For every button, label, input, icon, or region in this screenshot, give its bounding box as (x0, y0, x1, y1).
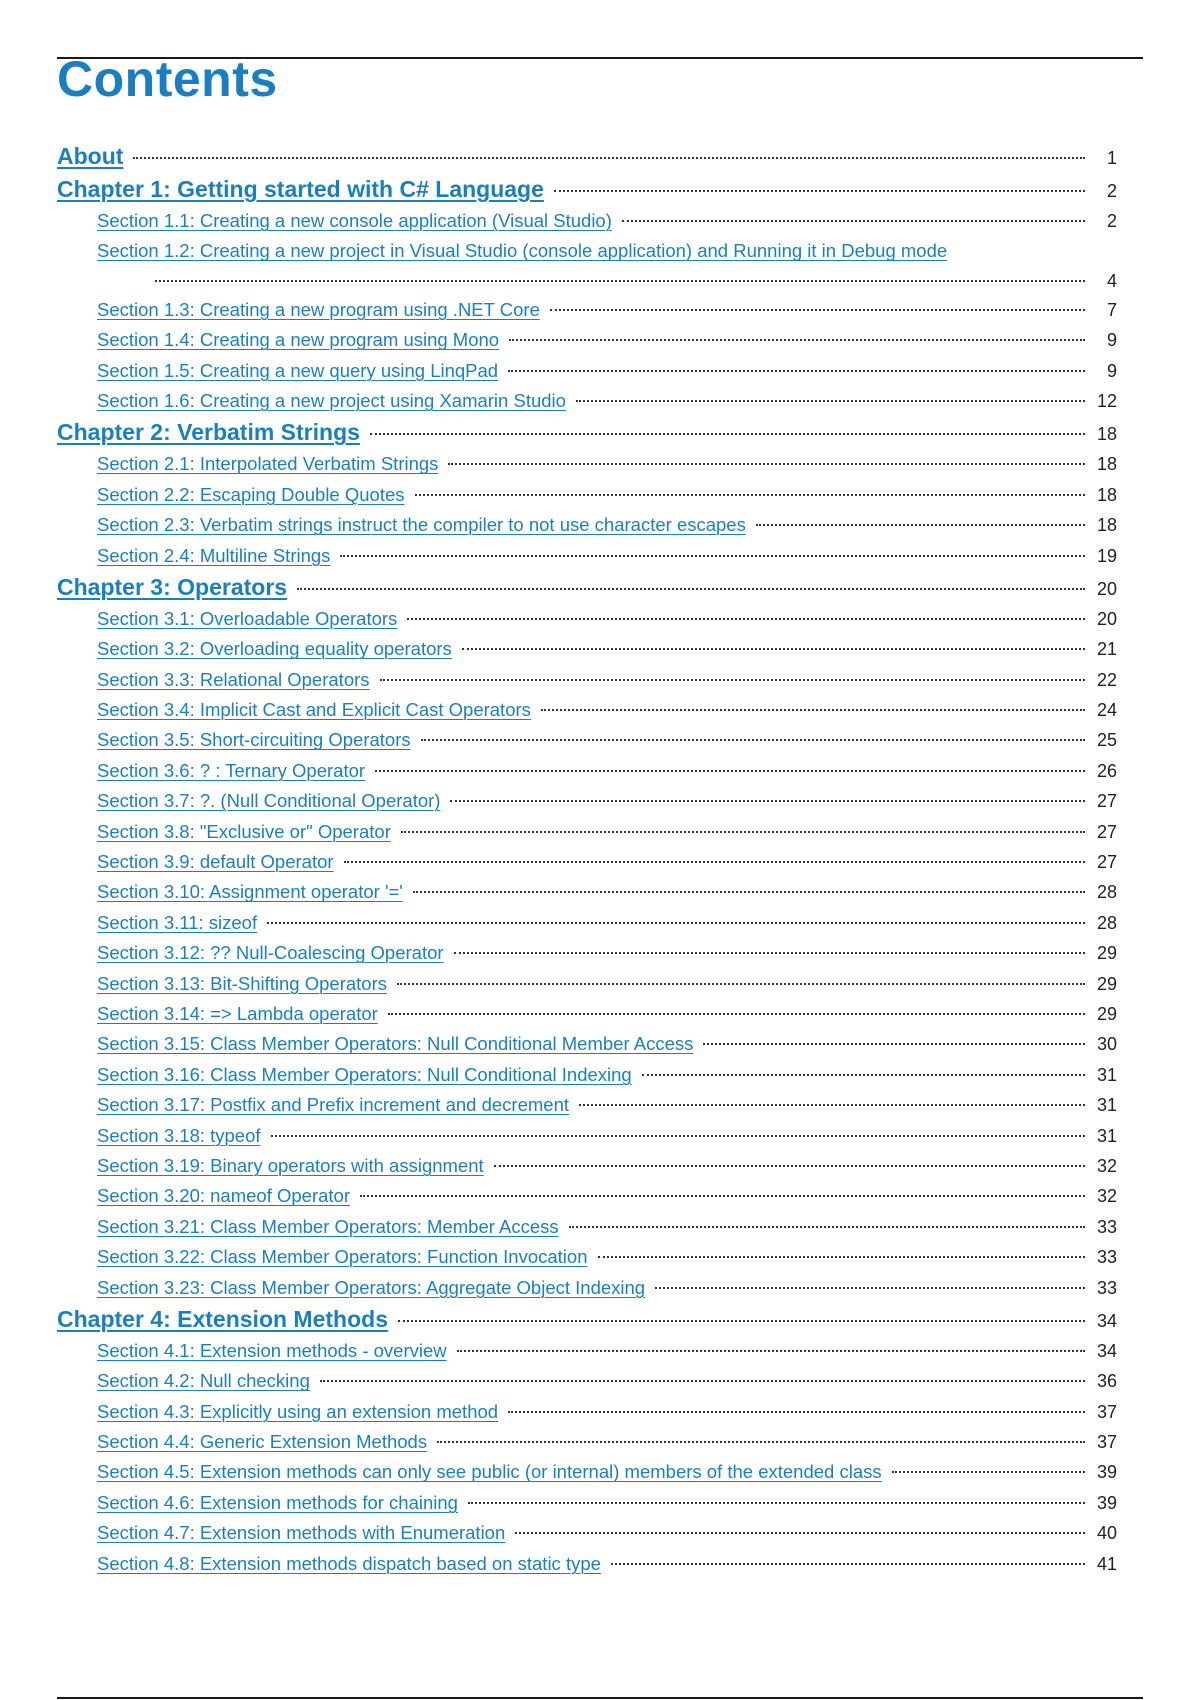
toc-entry-section[interactable] (57, 236, 1117, 294)
toc-entry-section[interactable] (57, 1151, 1117, 1181)
toc-entry-link[interactable]: Section 3.6: ? : Ternary Operator (97, 759, 366, 781)
toc-entry-link[interactable]: Section 3.13: Bit-Shifting Operators (97, 972, 387, 994)
dot-leader (388, 1013, 1085, 1015)
dot-leader (267, 922, 1085, 924)
dot-leader (541, 709, 1085, 711)
page-number: 27 (1096, 821, 1117, 842)
toc-entry-section[interactable] (57, 1336, 1117, 1366)
toc-entry-link[interactable]: Section 1.5: Creating a new query using LinqPad (97, 359, 499, 381)
page-number: 27 (1096, 791, 1117, 812)
dot-leader (340, 555, 1085, 557)
page-number: 31 (1096, 1125, 1117, 1146)
toc-entry-section[interactable] (57, 1242, 1117, 1272)
page-number: 18 (1096, 424, 1117, 445)
dot-leader (360, 1195, 1085, 1197)
toc-entry-link[interactable]: Chapter 2: Verbatim Strings (57, 419, 360, 446)
page-title: Contents (57, 51, 278, 107)
toc-entry-link[interactable]: Section 3.14: => Lambda operator (97, 1003, 378, 1024)
toc-entry-chapter[interactable] (57, 1303, 1117, 1336)
page-number: 32 (1096, 1186, 1117, 1207)
toc-entry-section[interactable] (57, 756, 1117, 786)
dot-leader (155, 280, 1085, 282)
toc-entry-section[interactable] (57, 908, 1117, 938)
toc-entry-link[interactable]: Section 4.7: Extension methods with Enumeration (97, 1522, 506, 1544)
toc-entry-section[interactable] (57, 847, 1117, 877)
toc-entry-section[interactable] (57, 1366, 1117, 1396)
toc-entry-section[interactable] (57, 386, 1117, 416)
page-number: 33 (1096, 1216, 1117, 1237)
toc-entry-section[interactable] (57, 449, 1117, 479)
page-number: 20 (1096, 608, 1117, 629)
toc-entry-link[interactable]: Section 3.19: Binary operators with assignment (97, 1154, 484, 1176)
page-number: 2 (1106, 181, 1117, 201)
dot-leader (450, 800, 1085, 802)
page-number: 28 (1096, 912, 1117, 933)
table-of-contents (57, 140, 1117, 1579)
dot-leader (579, 1104, 1085, 1106)
toc-entry-link[interactable]: Section 4.2: Null checking (97, 1370, 310, 1392)
dot-leader (611, 1563, 1085, 1565)
dot-leader (401, 831, 1085, 833)
toc-entry-section[interactable] (57, 999, 1117, 1029)
dot-leader (468, 1502, 1085, 1504)
page-number: 28 (1096, 882, 1117, 903)
bottom-rule (57, 1697, 1143, 1699)
toc-entry-link[interactable]: Section 3.15: Class Member Operators: Null Conditional Member Access (97, 1033, 694, 1055)
dot-leader (655, 1287, 1085, 1289)
page-number: 33 (1096, 1247, 1117, 1268)
page-number: 18 (1096, 484, 1117, 505)
toc-entry-section[interactable] (57, 206, 1117, 236)
toc-entry-section[interactable] (57, 817, 1117, 847)
dot-leader (703, 1043, 1085, 1045)
page-number: 12 (1096, 390, 1117, 411)
toc-entry-link[interactable]: Section 2.1: Interpolated Verbatim Strings (97, 453, 439, 475)
toc-entry-link[interactable]: Section 3.9: default Operator (97, 851, 334, 873)
toc-entry-link[interactable]: Section 4.4: Generic Extension Methods (97, 1431, 428, 1453)
page-number: 21 (1096, 639, 1117, 660)
toc-entry-section[interactable] (57, 1090, 1117, 1120)
page-number: 26 (1096, 760, 1117, 781)
dot-leader (509, 339, 1085, 341)
page-number: 29 (1096, 1004, 1117, 1024)
toc-entry-section[interactable] (57, 786, 1117, 816)
dot-leader (554, 190, 1085, 192)
toc-entry-link[interactable]: Section 2.2: Escaping Double Quotes (97, 483, 405, 505)
toc-entry-chapter[interactable] (57, 416, 1117, 449)
page-number: 37 (1096, 1401, 1117, 1422)
toc-entry-section[interactable] (57, 1121, 1117, 1151)
dot-leader (598, 1256, 1086, 1258)
page-number: 39 (1096, 1492, 1117, 1513)
toc-entry-chapter[interactable] (57, 173, 1117, 206)
toc-entry-link[interactable]: Section 4.1: Extension methods - overview (97, 1339, 447, 1361)
dot-leader (494, 1165, 1085, 1167)
dot-leader (508, 370, 1085, 372)
toc-entry-section[interactable] (57, 604, 1117, 634)
dot-leader (437, 1441, 1085, 1443)
toc-entry-section[interactable] (57, 295, 1117, 325)
toc-entry-section[interactable] (57, 1060, 1117, 1090)
dot-leader (297, 588, 1085, 590)
toc-entry-section[interactable] (57, 1549, 1117, 1579)
toc-entry-link[interactable]: Section 3.7: ?. (Null Conditional Operator) (97, 790, 441, 812)
toc-entry-link[interactable]: Section 4.8: Extension methods dispatch based on static type (97, 1552, 601, 1574)
dot-leader (515, 1532, 1085, 1534)
page-number: 1 (1106, 148, 1117, 168)
toc-entry-section[interactable] (57, 969, 1117, 999)
toc-entry-link[interactable]: Section 4.3: Explicitly using an extension method (97, 1400, 499, 1422)
toc-entry-link[interactable]: Section 3.20: nameof Operator (97, 1185, 350, 1207)
page-number: 39 (1096, 1462, 1117, 1483)
toc-entry-link[interactable]: Section 3.5: Short-circuiting Operators (97, 729, 411, 751)
page-number: 37 (1096, 1432, 1117, 1453)
toc-entry-link[interactable]: Section 1.4: Creating a new program using Mono (97, 329, 500, 351)
toc-entry-link[interactable]: Section 3.21: Class Member Operators: Member Access (97, 1215, 559, 1237)
dot-leader (380, 679, 1085, 681)
toc-entry-link[interactable]: Section 1.2: Creating a new project in Visual Studio (console application) and Running it in Debug mode (97, 240, 948, 262)
toc-entry-chapter[interactable] (57, 571, 1117, 604)
dot-leader (271, 1135, 1085, 1137)
page-number: 4 (1106, 270, 1117, 291)
dot-leader (642, 1074, 1085, 1076)
toc-entry-section[interactable] (57, 665, 1117, 695)
toc-entry-link[interactable]: Section 3.16: Class Member Operators: Null Conditional Indexing (97, 1063, 632, 1085)
toc-entry-link[interactable]: Section 3.18: typeof (97, 1124, 261, 1146)
toc-entry-link[interactable]: Section 2.3: Verbatim strings instruct the compiler to not use character escapes (97, 514, 746, 536)
dot-leader (421, 739, 1085, 741)
toc-entry-section[interactable] (57, 1518, 1117, 1548)
dot-leader (550, 309, 1085, 311)
page-number: 31 (1096, 1064, 1117, 1085)
dot-leader (462, 648, 1085, 650)
toc-entry-link[interactable]: Section 3.12: ?? Null-Coalescing Operator (97, 942, 444, 964)
toc-entry-link[interactable]: Section 1.6: Creating a new project using Xamarin Studio (97, 389, 566, 411)
dot-leader (413, 891, 1085, 893)
dot-leader (344, 861, 1085, 863)
dot-leader (569, 1226, 1085, 1228)
toc-entry-link[interactable]: Section 3.1: Overloadable Operators (97, 607, 398, 629)
toc-entry-section[interactable] (57, 1212, 1117, 1242)
page-number: 40 (1096, 1523, 1117, 1544)
page-number: 36 (1096, 1371, 1117, 1392)
toc-entry-link[interactable]: Section 4.5: Extension methods can only see public (or internal) members of the extended class (97, 1461, 882, 1483)
page-number: 29 (1096, 973, 1117, 994)
toc-entry-section[interactable] (57, 695, 1117, 725)
page-number: 41 (1096, 1553, 1117, 1574)
toc-entry-section[interactable] (57, 1029, 1117, 1059)
toc-entry-section[interactable] (57, 725, 1117, 755)
page-number: 9 (1106, 330, 1117, 351)
dot-leader (133, 157, 1085, 159)
toc-entry-link[interactable]: Section 3.10: Assignment operator '=' (97, 881, 403, 903)
dot-leader (576, 400, 1085, 402)
toc-entry-link[interactable]: Section 3.11: sizeof (97, 911, 258, 933)
toc-entry-section[interactable] (57, 325, 1117, 355)
dot-leader (454, 952, 1085, 954)
toc-entry-section[interactable] (57, 1457, 1117, 1487)
page-number: 24 (1096, 700, 1117, 721)
dot-leader (397, 983, 1085, 985)
dot-leader (622, 220, 1085, 222)
toc-entry-link[interactable]: Section 3.23: Class Member Operators: Aggregate Object Indexing (97, 1276, 646, 1298)
toc-entry-link[interactable]: Chapter 4: Extension Methods (57, 1305, 388, 1332)
page-number: 2 (1106, 211, 1117, 231)
dot-leader (320, 1380, 1085, 1382)
page-number: 31 (1096, 1095, 1117, 1116)
page-number: 19 (1096, 545, 1117, 566)
dot-leader (892, 1471, 1085, 1473)
toc-entry-link[interactable]: Section 3.17: Postfix and Prefix increment and decrement (97, 1094, 570, 1116)
page-number: 30 (1096, 1034, 1117, 1055)
page-number: 27 (1096, 852, 1117, 873)
page-number: 18 (1096, 454, 1117, 475)
toc-entry-link[interactable]: Section 3.4: Implicit Cast and Explicit Cast Operators (97, 699, 531, 721)
dot-leader (448, 463, 1085, 465)
page-number: 34 (1096, 1340, 1117, 1361)
toc-entry-link[interactable]: Section 1.1: Creating a new console application (Visual Studio) (97, 210, 612, 231)
toc-entry-section[interactable] (57, 356, 1117, 386)
page-number: 20 (1096, 578, 1117, 599)
toc-entry-section[interactable] (57, 510, 1117, 540)
page-number: 33 (1096, 1277, 1117, 1298)
toc-entry-link[interactable]: Section 3.8: "Exclusive or" Operator (97, 820, 391, 842)
toc-entry-link[interactable]: Chapter 3: Operators (57, 573, 288, 600)
toc-entry-chapter[interactable] (57, 140, 1117, 173)
page-number: 9 (1106, 360, 1117, 381)
toc-entry-link[interactable]: Section 4.6: Extension methods for chaining (97, 1491, 458, 1513)
dot-leader (415, 494, 1086, 496)
page-number: 32 (1096, 1155, 1117, 1176)
toc-entry-section[interactable] (57, 1488, 1117, 1518)
dot-leader (370, 433, 1085, 435)
toc-entry-section[interactable] (57, 938, 1117, 968)
page-number: 7 (1106, 299, 1117, 320)
dot-leader (398, 1320, 1085, 1322)
toc-entry-link[interactable]: Section 1.3: Creating a new program using .NET Core (97, 298, 540, 320)
dot-leader (375, 770, 1085, 772)
page-number: 34 (1096, 1310, 1117, 1331)
toc-entry-section[interactable] (57, 1273, 1117, 1303)
page-number: 22 (1096, 669, 1117, 690)
toc-entry-link[interactable]: Section 2.4: Multiline Strings (97, 544, 331, 566)
page-number: 25 (1096, 730, 1117, 751)
toc-entry-section[interactable] (57, 480, 1117, 510)
toc-entry-link[interactable]: About (57, 143, 124, 169)
toc-entry-link[interactable]: Chapter 1: Getting started with C# Language (57, 176, 544, 202)
toc-entry-section[interactable] (57, 877, 1117, 907)
dot-leader (756, 524, 1085, 526)
toc-entry-section[interactable] (57, 1427, 1117, 1457)
toc-entry-link[interactable]: Section 3.22: Class Member Operators: Function Invocation (97, 1246, 588, 1268)
toc-entry-section[interactable] (57, 1181, 1117, 1211)
dot-leader (407, 618, 1085, 620)
toc-entry-section[interactable] (57, 541, 1117, 571)
toc-entry-link[interactable]: Section 3.3: Relational Operators (97, 668, 370, 690)
toc-entry-link[interactable]: Section 3.2: Overloading equality operators (97, 638, 452, 660)
dot-leader (457, 1350, 1085, 1352)
toc-entry-section[interactable] (57, 1397, 1117, 1427)
page-number: 18 (1096, 515, 1117, 536)
page-number: 29 (1096, 943, 1117, 964)
toc-entry-section[interactable] (57, 634, 1117, 664)
dot-leader (508, 1411, 1085, 1413)
